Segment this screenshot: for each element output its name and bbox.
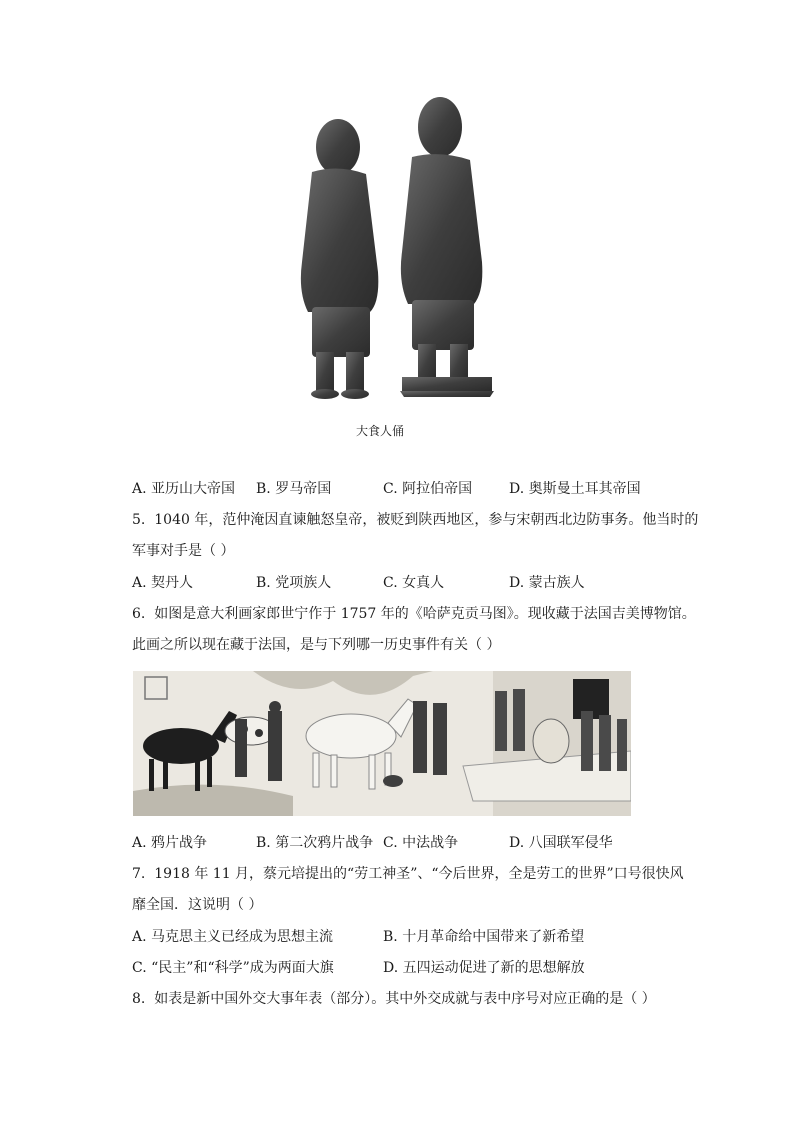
q7-option-a[interactable] (132, 927, 333, 947)
option-text: 党项族人 (275, 575, 332, 591)
figurine-image (290, 92, 502, 442)
option-label: C. (132, 960, 147, 976)
option-text: 马克思主义已经成为思想主流 (151, 929, 334, 945)
option-label: C. (383, 575, 398, 591)
question-number: 8. (132, 991, 146, 1007)
option-text: 第二次鸦片战争 (275, 835, 374, 851)
q7-option-b[interactable] (383, 927, 584, 947)
option-text: 十月革命给中国带来了新希望 (402, 929, 585, 945)
option-text: 中法战争 (402, 835, 459, 851)
option-label: B. (256, 835, 271, 851)
q5-option-c[interactable] (383, 573, 444, 593)
q7-option-d[interactable] (383, 958, 585, 978)
option-text: “民主”和“科学”成为两面大旗 (151, 960, 334, 976)
option-label: A. (132, 481, 147, 497)
option-text: 阿拉伯帝国 (402, 481, 473, 497)
question-number: 6. (132, 606, 146, 622)
q4-option-c[interactable] (383, 479, 472, 499)
question-number: 7. (132, 866, 146, 882)
option-label: B. (256, 575, 271, 591)
option-text: 五四运动促进了新的思想解放 (402, 960, 585, 976)
question-text: 如图是意大利画家郎世宁作于 1757 年的《哈萨克贡马图》。现收藏于法国吉美博物馆。 (154, 606, 696, 622)
q6-option-a[interactable] (132, 833, 207, 853)
left-figurine (301, 119, 378, 399)
q7-stem-line2: 靡全国．这说明（ ） (132, 897, 263, 913)
option-label: A. (132, 575, 147, 591)
option-text: 蒙古族人 (528, 575, 585, 591)
q4-option-d[interactable] (509, 479, 641, 499)
q6-option-c[interactable] (383, 833, 458, 853)
option-label: D. (509, 835, 525, 851)
q5-option-b[interactable] (256, 573, 331, 593)
q6-option-d[interactable] (509, 833, 613, 853)
option-label: C. (383, 481, 398, 497)
option-text: 奥斯曼土耳其帝国 (528, 481, 641, 497)
option-label: B. (383, 929, 398, 945)
painting-image (133, 671, 631, 816)
question-text: 1918 年 11 月，蔡元培提出的“劳工神圣”、“今后世界，全是劳工的世界”口号很快风 (154, 866, 684, 882)
option-label: B. (256, 481, 271, 497)
q6-option-b[interactable] (256, 833, 373, 853)
option-label: A. (132, 835, 147, 851)
option-label: D. (383, 960, 399, 976)
option-label: D. (509, 481, 525, 497)
option-text: 女真人 (402, 575, 445, 591)
option-label: A. (132, 929, 147, 945)
option-text: 八国联军侵华 (528, 835, 613, 851)
option-label: C. (383, 835, 398, 851)
q5-option-a[interactable] (132, 573, 193, 593)
q7-option-c[interactable] (132, 958, 334, 978)
q5-option-d[interactable] (509, 573, 585, 593)
question-text: 1040 年，范仲淹因直谏触怒皇帝，被贬到陕西地区，参与宋朝西北边防事务。他当时的 (154, 512, 699, 528)
q4-option-a[interactable] (132, 479, 235, 499)
figurine-photo (290, 92, 502, 442)
option-text: 契丹人 (151, 575, 194, 591)
option-text: 鸦片战争 (151, 835, 208, 851)
q8-stem-line1 (132, 989, 656, 1009)
figure-caption: 大食人俑 (356, 424, 405, 438)
right-figurine (400, 97, 494, 397)
option-text: 罗马帝国 (275, 481, 332, 497)
option-text: 亚历山大帝国 (151, 481, 236, 497)
q6-stem-line2: 此画之所以现在藏于法国，是与下列哪一历史事件有关（ ） (132, 637, 501, 653)
q4-option-b[interactable] (256, 479, 331, 499)
horse-painting (133, 671, 631, 816)
q5-stem-line2: 军事对手是（ ） (132, 543, 235, 559)
option-label: D. (509, 575, 525, 591)
q7-stem-line1 (132, 864, 684, 884)
q5-stem-line1 (132, 510, 698, 530)
question-number: 5. (132, 512, 146, 528)
q6-stem-line1 (132, 604, 696, 624)
question-text: 如表是新中国外交大事年表（部分）。其中外交成就与表中序号对应正确的是（ ） (154, 991, 656, 1007)
